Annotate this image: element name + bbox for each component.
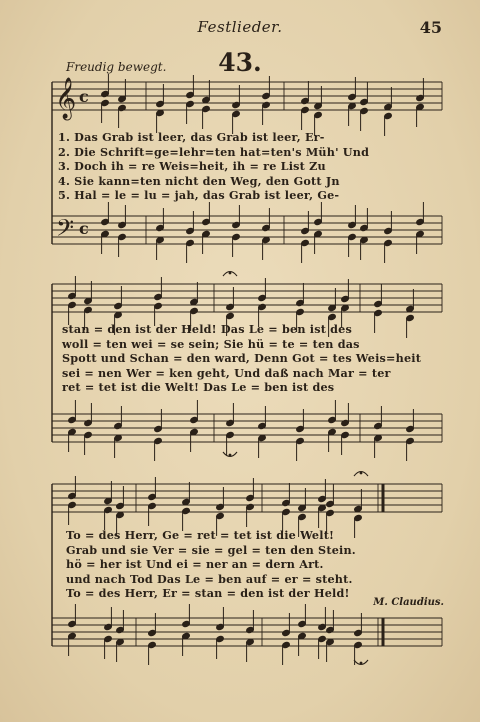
- tempo-marking: Freudig bewegt.: [66, 60, 167, 74]
- lyric-verse-3: Spott und Schan = den ward, Denn Got = tes Weis=heit: [62, 351, 422, 365]
- lyric-verse-4: 4. Sie kann=ten nicht den Weg, den Gott Jn: [58, 173, 340, 188]
- lyric-verse-1: stan = den ist der Held! Das Le = ben ist des: [62, 322, 352, 336]
- system3-lyrics: [66, 528, 450, 601]
- lyric-verse-4: und nach Tod Das Le = ben auf = er = steht.: [66, 571, 353, 586]
- lyric-verse-5: ret = tet ist die Welt! Das Le = ben ist des: [62, 380, 335, 394]
- system1-lyrics: [58, 130, 442, 203]
- lyric-verse-4: sei = nen Wer = ken geht, Und daß nach Mar = ter: [62, 365, 391, 380]
- system2-bass-staff: [52, 414, 442, 442]
- bass-clef-icon: 𝄢: [56, 214, 75, 247]
- lyric-verse-2: woll = ten wei = se sein; Sie hü = te = ten das: [62, 336, 360, 351]
- common-time-icon: c: [79, 87, 89, 106]
- treble-clef-icon: 𝄞: [55, 78, 77, 119]
- running-title: Festlieder.: [197, 18, 283, 36]
- system2-lyrics: [62, 322, 446, 395]
- lyric-verse-2: 2. Die Schrift=ge=lehr=ten hat=ten's Müh' Und: [58, 144, 370, 159]
- system1-bass-staff: [52, 216, 442, 244]
- system2-treble-staff: [52, 284, 442, 312]
- lyric-verse-5: 5. Hal = le = lu = jah, das Grab ist leer, Ge-: [58, 188, 340, 202]
- lyric-verse-1: 1. Das Grab ist leer, das Grab ist leer, Er-: [58, 130, 325, 144]
- lyric-verse-3: hö = her ist Und ei = ner an = dern Art.: [66, 557, 324, 571]
- system1-treble-staff: [52, 82, 442, 110]
- lyric-verse-2: Grab und sie Ver = sie = gel = ten den Stein.: [66, 542, 356, 557]
- author-attribution: M. Claudius.: [373, 597, 444, 608]
- lyric-verse-3: 3. Doch ih = re Weis=heit, ih = re List Zu: [58, 159, 326, 173]
- lyric-verse-1: To = des Herr, Ge = ret = tet ist die Welt!: [66, 528, 335, 542]
- lyric-verse-5: To = des Herr, Er = stan = den ist der Held!: [66, 586, 350, 600]
- page-number: 45: [419, 18, 442, 37]
- common-time-icon: c: [79, 219, 89, 238]
- hymn-number: 43.: [218, 48, 262, 77]
